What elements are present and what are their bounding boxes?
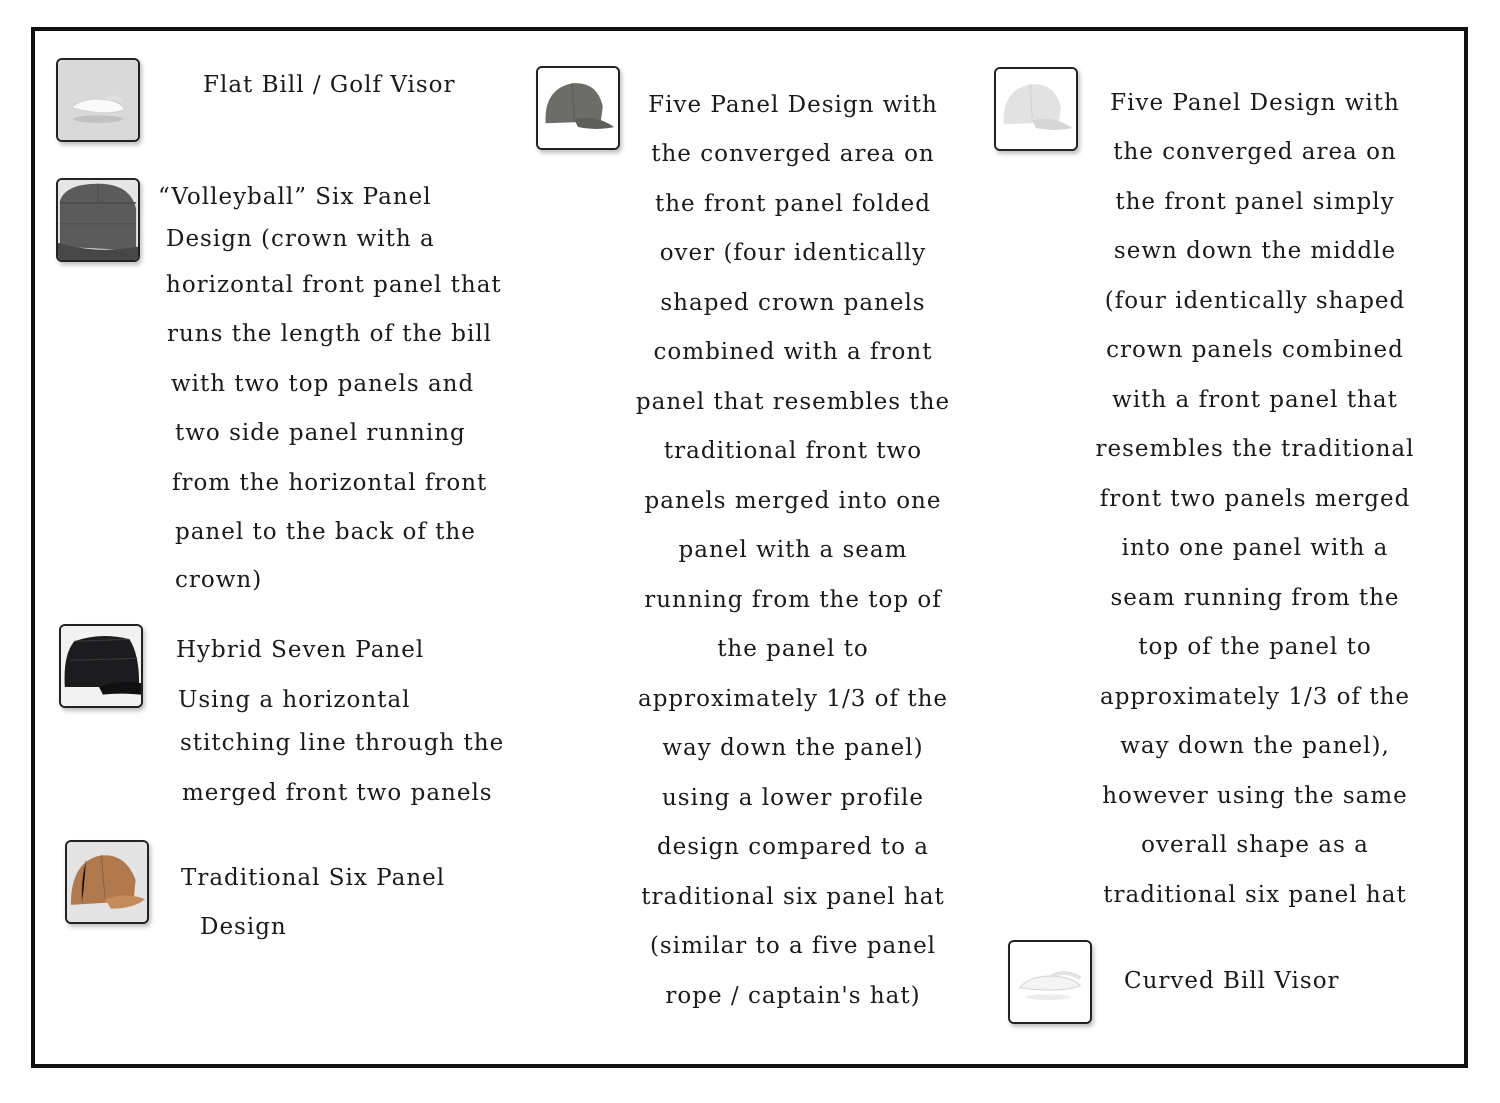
description-line: Five Panel Design with [1110,90,1400,116]
description-line: Traditional Six Panel [181,865,446,891]
description-line: combined with a front [653,339,933,365]
description-line: way down the panel) [662,735,924,761]
curved-visor-icon [1008,940,1092,1024]
six-panel-cap-icon [65,840,149,924]
description-line: Five Panel Design with [648,92,938,118]
description-line: “Volleyball” Six Panel [158,184,432,210]
description-line: panel that resembles the [635,389,951,415]
description-line: running from the top of [644,587,942,613]
description-line: crown panels combined [1106,337,1404,363]
description-line: Using a horizontal [178,687,411,713]
volleyball-cap-icon [56,178,140,262]
description-line: approximately 1/3 of the [637,686,949,712]
description-line: merged front two panels [182,780,493,806]
description-line: way down the panel), [1120,733,1390,759]
description-line: design compared to a [656,834,930,860]
five-panel-sewn-description [1070,90,1440,930]
description-line: the front panel simply [1115,189,1395,215]
description-line: (similar to a five panel [649,933,937,959]
five-panel-folded-description [608,92,978,1022]
flat-bill-golf-visor-label: Flat Bill / Golf Visor [203,72,456,98]
description-line: two side panel running [175,420,466,446]
description-line: rope / captain's hat) [665,983,921,1009]
description-line: runs the length of the bill [167,321,493,347]
traditional-six-panel-description [181,865,501,955]
curved-bill-visor-label: Curved Bill Visor [1124,968,1340,994]
hybrid-seven-panel-description [176,637,526,817]
description-line: overall shape as a [1141,832,1369,858]
description-line: the panel to [717,636,869,662]
description-line: shaped crown panels [660,290,926,316]
description-line: stitching line through the [180,730,505,756]
description-line: approximately 1/3 of the [1099,684,1411,710]
description-line: however using the same [1102,783,1408,809]
description-line: front two panels merged [1099,486,1411,512]
description-line: panel to the back of the [175,519,476,545]
description-line: Hybrid Seven Panel [176,637,425,663]
description-line: panel with a seam [678,537,908,563]
description-line: sewn down the middle [1113,238,1397,264]
description-line: top of the panel to [1138,634,1372,660]
description-line: traditional front two [663,438,923,464]
golf-visor-icon [56,58,140,142]
description-line: from the horizontal front [172,470,488,496]
five-panel-sewn-cap-icon [994,67,1078,151]
description-line: the converged area on [1113,139,1397,165]
description-line: crown) [175,567,263,593]
description-line: with a front panel that [1112,387,1398,413]
seven-panel-cap-icon [59,624,143,708]
description-line: the converged area on [651,141,935,167]
description-line: seam running from the [1110,585,1400,611]
description-line: Design [200,914,287,940]
description-line: (four identically shaped [1104,288,1406,314]
description-line: panels merged into one [644,488,942,514]
volleyball-six-panel-description [158,184,518,604]
description-line: into one panel with a [1121,535,1389,561]
description-line: traditional six panel hat [1103,882,1407,908]
description-line: resembles the traditional [1095,436,1415,462]
description-line: Design (crown with a [166,226,435,252]
description-line: using a lower profile [661,785,925,811]
description-line: over (four identically [659,240,927,266]
description-line: the front panel folded [655,191,931,217]
description-line: traditional six panel hat [641,884,945,910]
description-line: with two top panels and [171,371,475,397]
description-line: horizontal front panel that [166,272,502,298]
